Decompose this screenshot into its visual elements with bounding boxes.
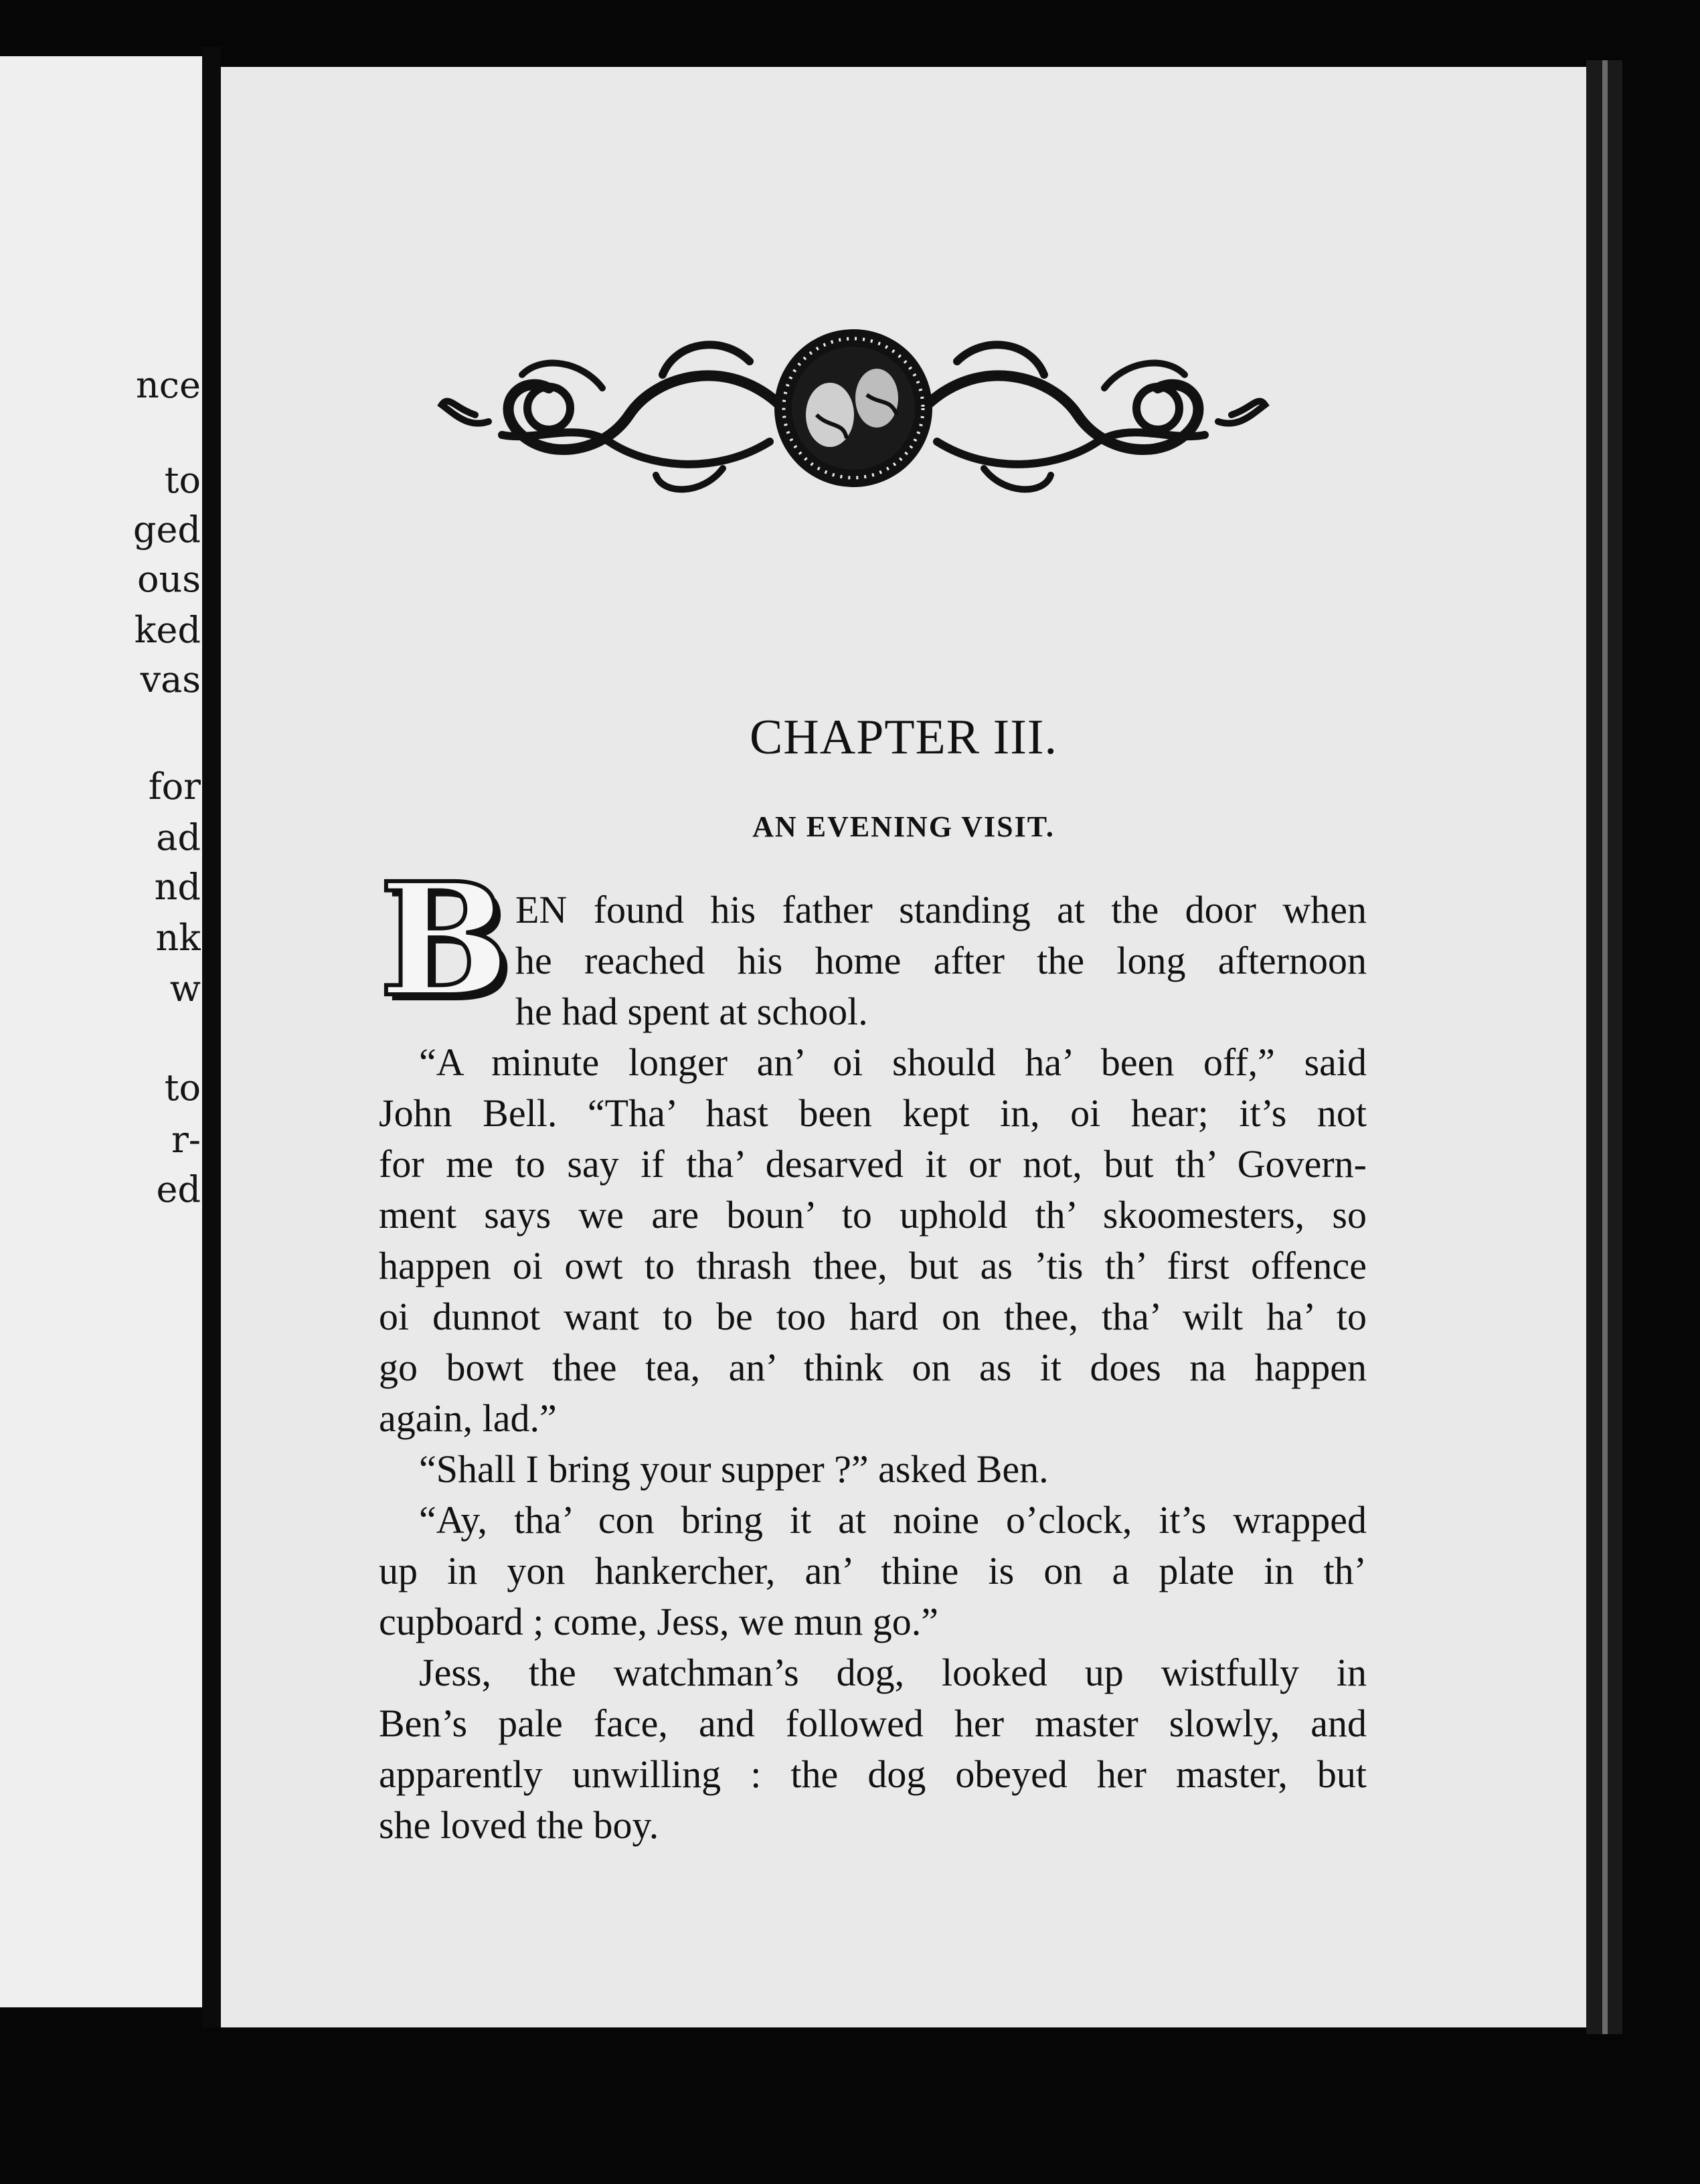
left-page-fragment: r- — [171, 1119, 201, 1161]
left-page-fragment: ous — [137, 558, 201, 600]
text-line: apparently unwilling : the dog obeyed her master, but — [379, 1752, 1367, 1796]
text-line: for me to say if tha’ desarved it or not, but th’ Govern- — [379, 1142, 1367, 1186]
left-page-fragment: for — [148, 765, 201, 808]
book-gutter — [202, 47, 221, 2027]
text-line: up in yon hankercher, an’ thine is on a plate in th’ — [379, 1549, 1367, 1592]
text-line: Ben’s pale face, and followed her master slowly, and — [379, 1702, 1367, 1745]
left-page-fragment: nd — [154, 866, 201, 908]
text-line: Jess, the watchman’s dog, looked up wistfully in — [419, 1651, 1367, 1694]
left-page-fragment: to — [164, 1067, 201, 1109]
left-page-fragment: nce — [136, 364, 201, 406]
left-page-fragment: ged — [133, 509, 201, 551]
text-line: he had spent at school. — [515, 990, 868, 1033]
text-line: again, lad.” — [379, 1396, 557, 1440]
left-page-fragment: to — [164, 459, 201, 501]
text-line: “Shall I bring your supper ?” asked Ben. — [419, 1447, 1049, 1491]
text-line: “Ay, tha’ con bring it at noine o’clock, it’s wrapped — [419, 1498, 1367, 1542]
left-page-edge — [0, 56, 209, 2007]
left-page-fragment: vas — [140, 658, 201, 701]
chapter-subtitle: AN EVENING VISIT. — [752, 810, 1055, 843]
left-page-fragment: ked — [134, 609, 201, 651]
chapter-headpiece-ornament — [435, 314, 1272, 509]
left-page-fragment: w — [169, 968, 201, 1010]
text-line: “A minute longer an’ oi should ha’ been off,” said — [419, 1040, 1367, 1084]
text-line: ment says we are boun’ to uphold th’ skoomesters, so — [379, 1193, 1367, 1237]
drop-cap: B — [379, 848, 511, 1031]
text-line: go bowt thee tea, an’ think on as it does na happen — [379, 1346, 1367, 1389]
chapter-title: CHAPTER III. — [749, 710, 1058, 765]
left-page-fragment: ad — [156, 816, 201, 858]
text-line: oi dunnot want to be too hard on thee, tha’ wilt ha’ to — [379, 1295, 1367, 1338]
text-line: happen oi owt to thrash thee, but as ’tis th’ first offence — [379, 1244, 1367, 1287]
text-line: he reached his home after the long afternoon — [515, 939, 1367, 982]
text-line: EN found his father standing at the door when — [515, 888, 1367, 931]
left-page-fragment: ed — [156, 1168, 201, 1210]
text-line: she loved the boy. — [379, 1803, 659, 1847]
page-edge — [1586, 60, 1622, 2034]
text-line: cupboard ; come, Jess, we mun go.” — [379, 1600, 938, 1643]
text-line: John Bell. “Tha’ hast been kept in, oi hear; it’s not — [379, 1091, 1367, 1135]
left-page-fragment: nk — [155, 917, 201, 959]
